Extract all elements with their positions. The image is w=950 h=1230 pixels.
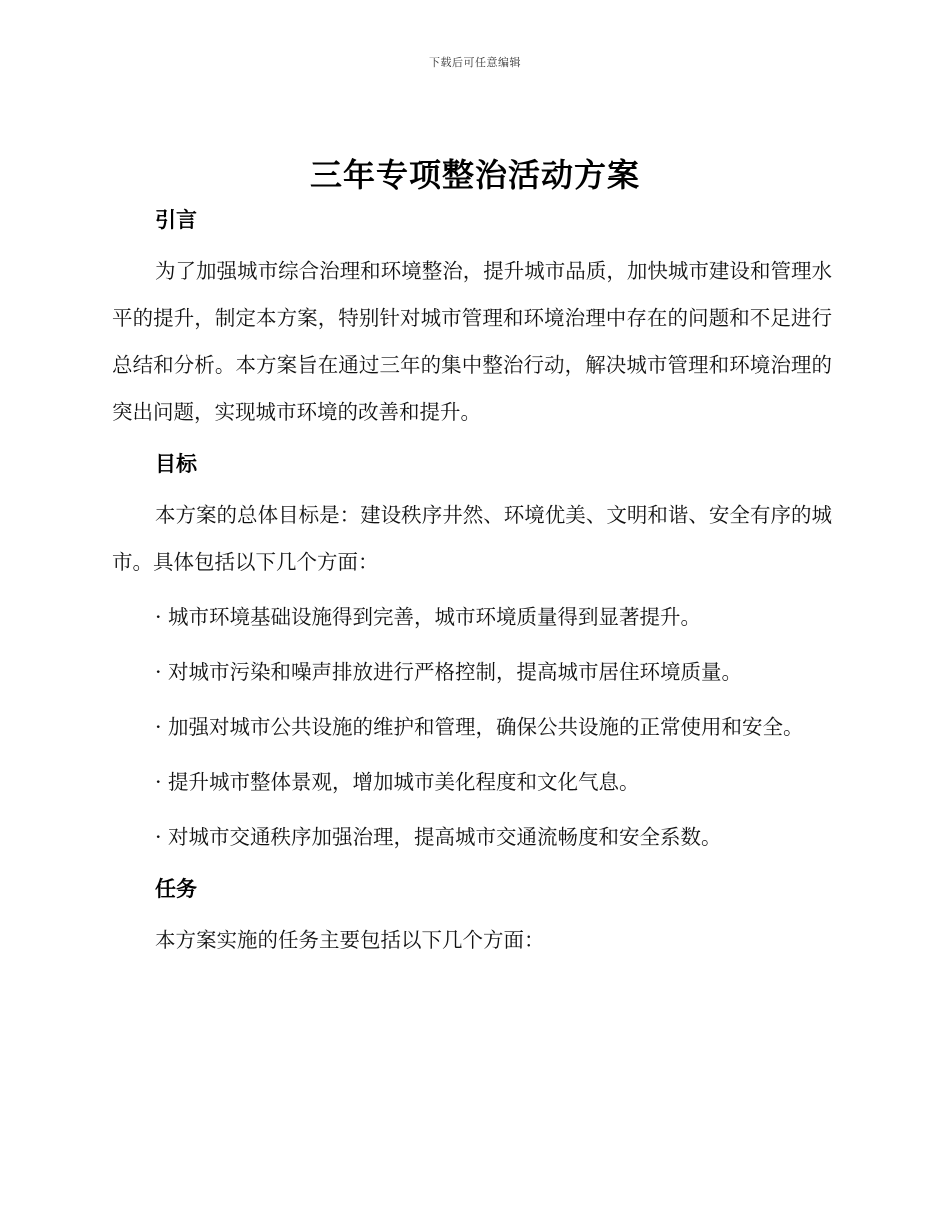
tasks-paragraph: 本方案实施的任务主要包括以下几个方面： xyxy=(155,928,545,952)
document-body xyxy=(112,200,832,964)
section-heading-intro: 引言 xyxy=(155,208,197,232)
goal-bullet-2: · 对城市污染和噪声排放进行严格控制，提高城市居住环境质量。 xyxy=(155,660,743,684)
intro-paragraph: 为了加强城市综合治理和环境整治，提升城市品质，加快城市建设和管理水平的提升，制定本方案，特别针对城市管理和环境治理中存在的问题和不足进行总结和分析。本方案旨在通过三年的集中整治行动，解决城市管理和环境治理的突出问题，实现城市环境的改善和提升。 xyxy=(112,259,832,424)
document-title: 三年专项整治活动方案 xyxy=(309,156,640,194)
goal-bullet-4: · 提升城市整体景观，增加城市美化程度和文化气息。 xyxy=(155,770,640,794)
header-note: 下载后可任意编辑 xyxy=(429,56,521,69)
section-heading-tasks: 任务 xyxy=(155,877,197,901)
goal-bullet-1: · 城市环境基础设施得到完善，城市环境质量得到显著提升。 xyxy=(155,605,702,629)
goal-bullet-5: · 对城市交通秩序加强治理，提高城市交通流畅度和安全系数。 xyxy=(155,825,722,849)
section-heading-goals: 目标 xyxy=(155,452,197,476)
goal-bullet-3: · 加强对城市公共设施的维护和管理，确保公共设施的正常使用和安全。 xyxy=(155,715,804,739)
goals-paragraph: 本方案的总体目标是：建设秩序井然、环境优美、文明和谐、安全有序的城市。具体包括以下几个方面： xyxy=(112,503,832,574)
